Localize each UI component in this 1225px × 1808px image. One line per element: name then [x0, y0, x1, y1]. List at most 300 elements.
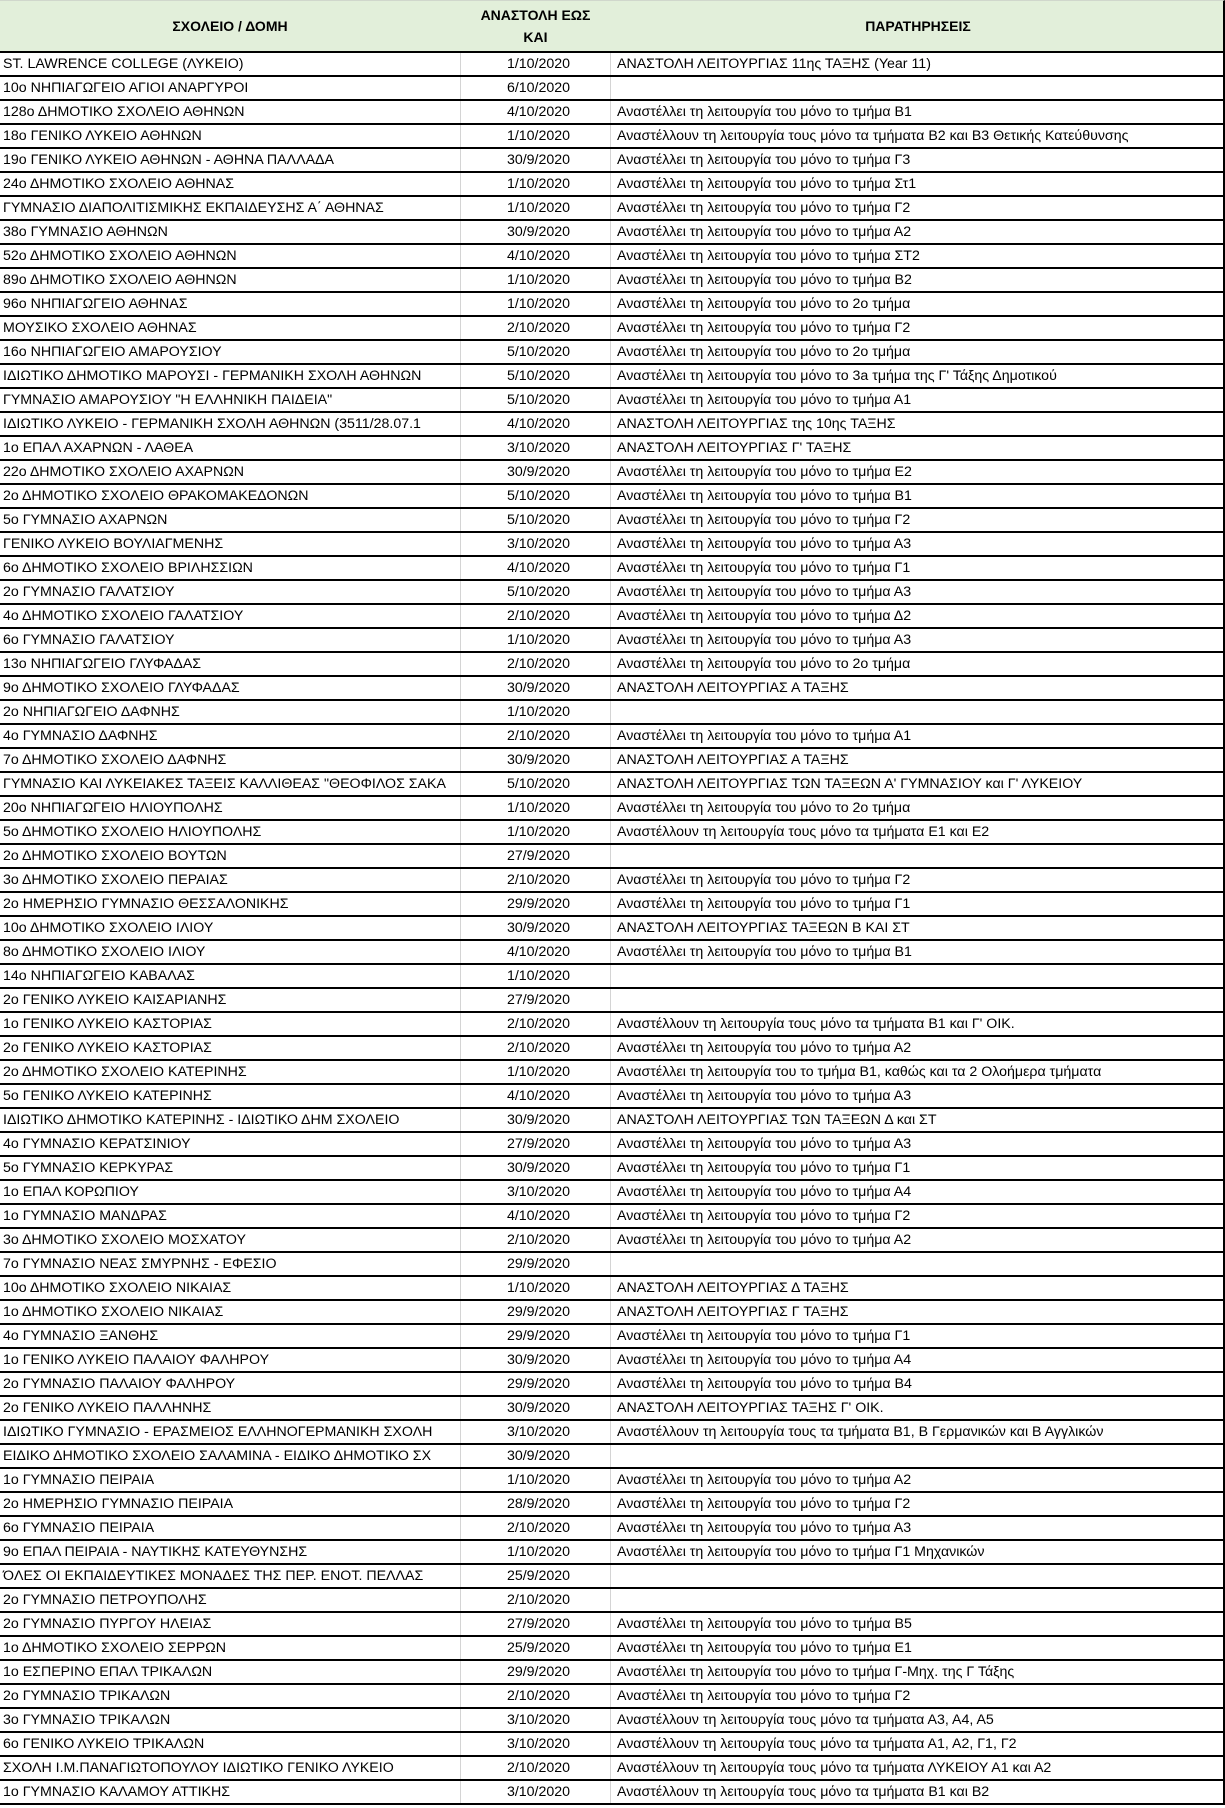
school-cell[interactable]: 16ο ΝΗΠΙΑΓΩΓΕΙΟ ΑΜΑΡΟΥΣΙΟΥ: [0, 341, 461, 363]
remarks-cell[interactable]: Αναστέλλουν τη λειτουργία τους μόνο τα τμήματα ΛΥΚΕΙΟΥ Α1 και Α2: [617, 1760, 1052, 1776]
school-cell[interactable]: 6ο ΔΗΜΟΤΙΚΟ ΣΧΟΛΕΙΟ ΒΡΙΛΗΣΣΙΩΝ: [0, 557, 461, 579]
remarks-cell[interactable]: Αναστέλλουν τη λειτουργία τους μόνο τα τμήματα Ε1 και Ε2: [617, 824, 990, 840]
school-cell[interactable]: 7ο ΓΥΜΝΑΣΙΟ ΝΕΑΣ ΣΜΥΡΝΗΣ - ΕΦΕΣΙΟ: [0, 1253, 461, 1275]
school-cell[interactable]: 1ο ΓΕΝΙΚΟ ΛΥΚΕΙΟ ΠΑΛΑΙΟΥ ΦΑΛΗΡΟΥ: [0, 1349, 461, 1371]
date-cell[interactable]: 2/10/2020: [461, 1037, 611, 1059]
date-cell[interactable]: 1/10/2020: [461, 821, 611, 843]
table-row: [0, 533, 1225, 557]
table-row: [0, 1541, 1225, 1565]
table-row: [0, 1445, 1225, 1469]
table-row: [0, 1421, 1225, 1445]
date-cell[interactable]: 28/9/2020: [461, 1493, 611, 1515]
table-row: [0, 749, 1225, 773]
date-cell[interactable]: 25/9/2020: [461, 1565, 611, 1587]
date-cell[interactable]: 1/10/2020: [461, 1277, 611, 1299]
table-row: [0, 197, 1225, 221]
date-cell[interactable]: 27/9/2020: [461, 989, 611, 1011]
table-row: [0, 1277, 1225, 1301]
school-cell[interactable]: 6ο ΓΥΜΝΑΣΙΟ ΓΑΛΑΤΣΙΟΥ: [0, 629, 461, 651]
school-cell[interactable]: 19ο ΓΕΝΙΚΟ ΛΥΚΕΙΟ ΑΘΗΝΩΝ - ΑΘΗΝΑ ΠΑΛΛΑΔΑ: [0, 149, 461, 171]
table-row: [0, 1589, 1225, 1613]
remarks-cell[interactable]: Αναστέλλει τη λειτουργία του μόνο το 2ο τμήμα: [617, 296, 911, 312]
date-cell[interactable]: 2/10/2020: [461, 317, 611, 339]
school-cell[interactable]: 2ο ΝΗΠΙΑΓΩΓΕΙΟ ΔΑΦΝΗΣ: [0, 701, 461, 723]
remarks-cell[interactable]: Αναστέλλει τη λειτουργία του μόνο το τμήμα Α3: [617, 536, 912, 552]
remarks-cell[interactable]: [611, 965, 1225, 987]
school-cell[interactable]: 3ο ΔΗΜΟΤΙΚΟ ΣΧΟΛΕΙΟ ΠΕΡΑΙΑΣ: [0, 869, 461, 891]
school-cell[interactable]: 2ο ΓΥΜΝΑΣΙΟ ΠΑΛΑΙΟΥ ΦΑΛΗΡΟΥ: [0, 1373, 461, 1395]
remarks-cell[interactable]: Αναστέλλει τη λειτουργία του μόνο το τμήμα Δ2: [617, 608, 912, 624]
school-cell[interactable]: 5ο ΓΥΜΝΑΣΙΟ ΚΕΡΚΥΡΑΣ: [0, 1157, 461, 1179]
school-cell[interactable]: 2ο ΓΥΜΝΑΣΙΟ ΠΥΡΓΟΥ ΗΛΕΙΑΣ: [0, 1613, 461, 1635]
date-cell[interactable]: 4/10/2020: [461, 413, 611, 435]
table-row: [0, 1037, 1225, 1061]
school-cell[interactable]: 24ο ΔΗΜΟΤΙΚΟ ΣΧΟΛΕΙΟ ΑΘΗΝΑΣ: [0, 173, 461, 195]
school-cell[interactable]: ΓΥΜΝΑΣΙΟ ΚΑΙ ΛΥΚΕΙΑΚΕΣ ΤΑΞΕΙΣ ΚΑΛΛΙΘΕΑΣ "ΘΕΟΦΙΛΟΣ ΣΑΚΑ: [0, 773, 461, 795]
date-cell[interactable]: 5/10/2020: [461, 485, 611, 507]
school-cell[interactable]: ΜΟΥΣΙΚΟ ΣΧΟΛΕΙΟ ΑΘΗΝΑΣ: [0, 317, 461, 339]
remarks-cell[interactable]: ΑΝΑΣΤΟΛΗ ΛΕΙΤΟΥΡΓΙΑΣ ΤΩΝ ΤΑΞΕΩΝ Α' ΓΥΜΝΑΣΙΟΥ και Γ' ΛΥΚΕΙΟΥ: [617, 776, 1083, 792]
table-row: [0, 221, 1225, 245]
date-cell[interactable]: 4/10/2020: [461, 1205, 611, 1227]
table-row: [0, 1565, 1225, 1589]
table-row: [0, 293, 1225, 317]
date-cell[interactable]: 2/10/2020: [461, 869, 611, 891]
date-cell[interactable]: 30/9/2020: [461, 1109, 611, 1131]
date-cell[interactable]: 30/9/2020: [461, 1445, 611, 1467]
table-row: [0, 989, 1225, 1013]
remarks-cell[interactable]: Αναστέλλει τη λειτουργία του μόνο το τμήμα Γ1: [617, 896, 911, 912]
school-cell[interactable]: 3ο ΔΗΜΟΤΙΚΟ ΣΧΟΛΕΙΟ ΜΟΣΧΑΤΟΥ: [0, 1229, 461, 1251]
date-cell[interactable]: 1/10/2020: [461, 1061, 611, 1083]
school-cell[interactable]: 10ο ΝΗΠΙΑΓΩΓΕΙΟ ΑΓΙΟΙ ΑΝΑΡΓΥΡΟΙ: [0, 77, 461, 99]
school-cell[interactable]: 1ο ΓΥΜΝΑΣΙΟ ΚΑΛΑΜΟΥ ΑΤΤΙΚΗΣ: [0, 1781, 461, 1803]
table-row: [0, 461, 1225, 485]
remarks-cell[interactable]: ΑΝΑΣΤΟΛΗ ΛΕΙΤΟΥΡΓΙΑΣ ΤΩΝ ΤΑΞΕΩΝ Δ και ΣΤ: [617, 1112, 937, 1128]
remarks-cell[interactable]: ΑΝΑΣΤΟΛΗ ΛΕΙΤΟΥΡΓΙΑΣ ΤΑΞΕΩΝ Β ΚΑΙ ΣΤ: [617, 920, 910, 936]
date-cell[interactable]: 29/9/2020: [461, 1661, 611, 1683]
remarks-cell[interactable]: [611, 1565, 1225, 1587]
school-cell[interactable]: 9ο ΔΗΜΟΤΙΚΟ ΣΧΟΛΕΙΟ ΓΛΥΦΑΔΑΣ: [0, 677, 461, 699]
school-cell[interactable]: 20ο ΝΗΠΙΑΓΩΓΕΙΟ ΗΛΙΟΥΠΟΛΗΣ: [0, 797, 461, 819]
school-cell[interactable]: 10ο ΔΗΜΟΤΙΚΟ ΣΧΟΛΕΙΟ ΙΛΙΟΥ: [0, 917, 461, 939]
remarks-cell[interactable]: Αναστέλλουν τη λειτουργία τους τα τμήματα Β1, Β Γερμανικών και Β Αγγλικών: [617, 1424, 1104, 1440]
table-row: [0, 1517, 1225, 1541]
school-cell[interactable]: 13ο ΝΗΠΙΑΓΩΓΕΙΟ ΓΛΥΦΑΔΑΣ: [0, 653, 461, 675]
date-cell[interactable]: 25/9/2020: [461, 1637, 611, 1659]
table-row: [0, 1061, 1225, 1085]
table-row: [0, 1157, 1225, 1181]
date-cell[interactable]: 27/9/2020: [461, 1613, 611, 1635]
table-row: [0, 701, 1225, 725]
date-cell[interactable]: 29/9/2020: [461, 1301, 611, 1323]
remarks-cell[interactable]: Αναστέλλει τη λειτουργία του μόνο το τμήμα Β4: [617, 1376, 912, 1392]
remarks-cell[interactable]: Αναστέλλει τη λειτουργία του μόνο το τμήμα Α2: [617, 1040, 912, 1056]
school-cell[interactable]: ΓΕΝΙΚΟ ΛΥΚΕΙΟ ΒΟΥΛΙΑΓΜΕΝΗΣ: [0, 533, 461, 555]
date-cell[interactable]: 5/10/2020: [461, 365, 611, 387]
school-cell[interactable]: 1ο ΓΥΜΝΑΣΙΟ ΜΑΝΔΡΑΣ: [0, 1205, 461, 1227]
table-row: [0, 893, 1225, 917]
remarks-cell[interactable]: ΑΝΑΣΤΟΛΗ ΛΕΙΤΟΥΡΓΙΑΣ Α ΤΑΞΗΣ: [617, 752, 849, 768]
school-cell[interactable]: ΙΔΙΩΤΙΚΟ ΔΗΜΟΤΙΚΟ ΚΑΤΕΡΙΝΗΣ - ΙΔΙΩΤΙΚΟ ΔΗΜ ΣΧΟΛΕΙΟ: [0, 1109, 461, 1131]
date-cell[interactable]: 1/10/2020: [461, 173, 611, 195]
remarks-cell[interactable]: Αναστέλλει τη λειτουργία του μόνο το τμήμα Γ2: [617, 872, 911, 888]
remarks-cell[interactable]: Αναστέλλει τη λειτουργία του μόνο το τμήμα Γ2: [617, 1208, 911, 1224]
table-row: [0, 869, 1225, 893]
remarks-cell[interactable]: Αναστέλλει τη λειτουργία του μόνο το τμήμα Γ2: [617, 320, 911, 336]
table-row: [0, 1685, 1225, 1709]
date-cell[interactable]: 3/10/2020: [461, 1781, 611, 1803]
school-cell[interactable]: 89ο ΔΗΜΟΤΙΚΟ ΣΧΟΛΕΙΟ ΑΘΗΝΩΝ: [0, 269, 461, 291]
school-cell[interactable]: 8ο ΔΗΜΟΤΙΚΟ ΣΧΟΛΕΙΟ ΙΛΙΟΥ: [0, 941, 461, 963]
date-cell[interactable]: 2/10/2020: [461, 605, 611, 627]
remarks-cell[interactable]: Αναστέλλει τη λειτουργία του μόνο το τμήμα Α2: [617, 224, 912, 240]
date-cell[interactable]: 1/10/2020: [461, 53, 611, 75]
table-row: [0, 1397, 1225, 1421]
date-cell[interactable]: 1/10/2020: [461, 269, 611, 291]
date-cell[interactable]: 5/10/2020: [461, 509, 611, 531]
remarks-cell[interactable]: Αναστέλλουν τη λειτουργία τους μόνο τα τμήματα Α3, Α4, Α5: [617, 1712, 994, 1728]
table-row: [0, 1349, 1225, 1373]
header-remarks[interactable]: [611, 1, 1225, 51]
date-cell[interactable]: 1/10/2020: [461, 965, 611, 987]
table-row: [0, 965, 1225, 989]
table-row: [0, 1613, 1225, 1637]
date-cell[interactable]: 2/10/2020: [461, 1685, 611, 1707]
table-row: [0, 53, 1225, 77]
header-suspension-until[interactable]: [461, 1, 611, 51]
remarks-cell[interactable]: Αναστέλλει τη λειτουργία του μόνο το τμήμα Α3: [617, 1520, 912, 1536]
table-row: [0, 485, 1225, 509]
table-row: [0, 1013, 1225, 1037]
date-cell[interactable]: 1/10/2020: [461, 797, 611, 819]
remarks-cell[interactable]: Αναστέλλει τη λειτουργία του μόνο το τμήμα Γ1: [617, 1160, 911, 1176]
school-cell[interactable]: 10ο ΔΗΜΟΤΙΚΟ ΣΧΟΛΕΙΟ ΝΙΚΑΙΑΣ: [0, 1277, 461, 1299]
table-row: [0, 653, 1225, 677]
date-cell[interactable]: 4/10/2020: [461, 245, 611, 267]
table-row: [0, 1133, 1225, 1157]
date-cell[interactable]: 1/10/2020: [461, 1469, 611, 1491]
school-cell[interactable]: 1ο ΓΕΝΙΚΟ ΛΥΚΕΙΟ ΚΑΣΤΟΡΙΑΣ: [0, 1013, 461, 1035]
header-suspension-line1: ΑΝΑΣΤΟΛΗ ΕΩΣ: [480, 7, 591, 23]
date-cell[interactable]: 1/10/2020: [461, 197, 611, 219]
table-row: [0, 245, 1225, 269]
remarks-cell[interactable]: Αναστέλλουν τη λειτουργία τους μόνο τα τμήματα Β1 και Γ' ΟΙΚ.: [617, 1016, 1015, 1032]
school-cell[interactable]: 4ο ΓΥΜΝΑΣΙΟ ΞΑΝΘΗΣ: [0, 1325, 461, 1347]
school-cell[interactable]: 14ο ΝΗΠΙΑΓΩΓΕΙΟ ΚΑΒΑΛΑΣ: [0, 965, 461, 987]
school-cell[interactable]: 128ο ΔΗΜΟΤΙΚΟ ΣΧΟΛΕΙΟ ΑΘΗΝΩΝ: [0, 101, 461, 123]
remarks-cell[interactable]: Αναστέλλει τη λειτουργία του μόνο το τμήμα Ε2: [617, 464, 912, 480]
header-remarks-label: ΠΑΡΑΤΗΡΗΣΕΙΣ: [865, 18, 971, 34]
school-cell[interactable]: 2ο ΔΗΜΟΤΙΚΟ ΣΧΟΛΕΙΟ ΚΑΤΕΡΙΝΗΣ: [0, 1061, 461, 1083]
school-cell[interactable]: 7ο ΔΗΜΟΤΙΚΟ ΣΧΟΛΕΙΟ ΔΑΦΝΗΣ: [0, 749, 461, 771]
date-cell[interactable]: 3/10/2020: [461, 437, 611, 459]
table-row: [0, 149, 1225, 173]
table-row: [0, 125, 1225, 149]
date-cell[interactable]: 2/10/2020: [461, 1013, 611, 1035]
table-row: [0, 1181, 1225, 1205]
remarks-cell[interactable]: Αναστέλλει τη λειτουργία του μόνο το τμήμα Α1: [617, 392, 912, 408]
header-suspension-line2: ΚΑΙ: [523, 29, 548, 45]
remarks-cell[interactable]: ΑΝΑΣΤΟΛΗ ΛΕΙΤΟΥΡΓΙΑΣ ΤΑΞΗΣ Γ' ΟΙΚ.: [617, 1400, 884, 1416]
date-cell[interactable]: 3/10/2020: [461, 1733, 611, 1755]
school-cell[interactable]: 1ο ΔΗΜΟΤΙΚΟ ΣΧΟΛΕΙΟ ΝΙΚΑΙΑΣ: [0, 1301, 461, 1323]
remarks-cell[interactable]: Αναστέλλει τη λειτουργία του μόνο το τμήμα Β5: [617, 1616, 912, 1632]
table-row: [0, 437, 1225, 461]
table-row: [0, 1205, 1225, 1229]
remarks-cell[interactable]: [611, 845, 1225, 867]
school-cell[interactable]: 9ο ΕΠΑΛ ΠΕΙΡΑΙΑ - ΝΑΥΤΙΚΗΣ ΚΑΤΕΥΘΥΝΣΗΣ: [0, 1541, 461, 1563]
date-cell[interactable]: 2/10/2020: [461, 1517, 611, 1539]
school-cell[interactable]: 5ο ΓΥΜΝΑΣΙΟ ΑΧΑΡΝΩΝ: [0, 509, 461, 531]
date-cell[interactable]: 5/10/2020: [461, 341, 611, 363]
remarks-cell[interactable]: Αναστέλλει τη λειτουργία του μόνο το τμήμα Α4: [617, 1352, 912, 1368]
table-body: [0, 53, 1225, 1805]
date-cell[interactable]: 30/9/2020: [461, 749, 611, 771]
school-cell[interactable]: 4ο ΔΗΜΟΤΙΚΟ ΣΧΟΛΕΙΟ ΓΑΛΑΤΣΙΟΥ: [0, 605, 461, 627]
remarks-cell[interactable]: Αναστέλλει τη λειτουργία του μόνο το τμήμα Γ1: [617, 1328, 911, 1344]
remarks-cell[interactable]: Αναστέλλει τη λειτουργία του μόνο το τμήμα ΣΤ2: [617, 248, 920, 264]
school-cell[interactable]: ΓΥΜΝΑΣΙΟ ΑΜΑΡΟΥΣΙΟΥ "Η ΕΛΛΗΝΙΚΗ ΠΑΙΔΕΙΑ": [0, 389, 461, 411]
table-row: [0, 845, 1225, 869]
remarks-cell[interactable]: Αναστέλλουν τη λειτουργία τους μόνο τα τμήματα Α1, Α2, Γ1, Γ2: [617, 1736, 1017, 1752]
remarks-cell[interactable]: Αναστέλλει τη λειτουργία του μόνο το τμήμα Α4: [617, 1184, 912, 1200]
table-row: [0, 629, 1225, 653]
school-cell[interactable]: 3ο ΓΥΜΝΑΣΙΟ ΤΡΙΚΑΛΩΝ: [0, 1709, 461, 1731]
date-cell[interactable]: 1/10/2020: [461, 293, 611, 315]
remarks-cell[interactable]: Αναστέλλουν τη λειτουργία τους μόνο τα τμήματα Β1 και Β2: [617, 1784, 990, 1800]
remarks-cell[interactable]: Αναστέλλει τη λειτουργία του μόνο το τμήμα Γ2: [617, 1496, 911, 1512]
school-cell[interactable]: 2ο ΗΜΕΡΗΣΙΟ ΓΥΜΝΑΣΙΟ ΘΕΣΣΑΛΟΝΙΚΗΣ: [0, 893, 461, 915]
date-cell[interactable]: 1/10/2020: [461, 701, 611, 723]
table-row: [0, 1109, 1225, 1133]
table-row: [0, 725, 1225, 749]
date-cell[interactable]: 5/10/2020: [461, 773, 611, 795]
date-cell[interactable]: 4/10/2020: [461, 101, 611, 123]
remarks-cell[interactable]: Αναστέλλει τη λειτουργία του μόνο το τμήμα Α1: [617, 728, 912, 744]
remarks-cell[interactable]: Αναστέλλει τη λειτουργία του μόνο το τμήμα Β1: [617, 104, 912, 120]
date-cell[interactable]: 5/10/2020: [461, 581, 611, 603]
school-cell[interactable]: 6ο ΓΥΜΝΑΣΙΟ ΠΕΙΡΑΙΑ: [0, 1517, 461, 1539]
header-school[interactable]: [0, 1, 461, 51]
date-cell[interactable]: 29/9/2020: [461, 1253, 611, 1275]
remarks-cell[interactable]: Αναστέλλει τη λειτουργία του μόνο το τμήμα Α3: [617, 584, 912, 600]
table-row: [0, 677, 1225, 701]
table-row: [0, 1325, 1225, 1349]
table-row: [0, 1085, 1225, 1109]
table-row: [0, 173, 1225, 197]
date-cell[interactable]: 30/9/2020: [461, 461, 611, 483]
table-row: [0, 917, 1225, 941]
table-row: [0, 773, 1225, 797]
date-cell[interactable]: 30/9/2020: [461, 149, 611, 171]
school-cell[interactable]: 2ο ΓΥΜΝΑΣΙΟ ΓΑΛΑΤΣΙΟΥ: [0, 581, 461, 603]
remarks-cell[interactable]: [611, 1445, 1225, 1467]
remarks-cell[interactable]: Αναστέλλει τη λειτουργία του μόνο το 2ο τμήμα: [617, 344, 911, 360]
date-cell[interactable]: 30/9/2020: [461, 1397, 611, 1419]
school-cell[interactable]: 18ο ΓΕΝΙΚΟ ΛΥΚΕΙΟ ΑΘΗΝΩΝ: [0, 125, 461, 147]
table-row: [0, 1469, 1225, 1493]
remarks-cell[interactable]: Αναστέλλει τη λειτουργία του μόνο το τμήμα Β1: [617, 944, 912, 960]
table-row: [0, 269, 1225, 293]
table-row: [0, 1781, 1225, 1805]
table-row: [0, 581, 1225, 605]
date-cell[interactable]: 30/9/2020: [461, 917, 611, 939]
date-cell[interactable]: 1/10/2020: [461, 629, 611, 651]
school-cell[interactable]: 2ο ΔΗΜΟΤΙΚΟ ΣΧΟΛΕΙΟ ΘΡΑΚΟΜΑΚΕΔΟΝΩΝ: [0, 485, 461, 507]
school-cell[interactable]: 1ο ΕΣΠΕΡΙΝΟ ΕΠΑΛ ΤΡΙΚΑΛΩΝ: [0, 1661, 461, 1683]
date-cell[interactable]: 2/10/2020: [461, 1757, 611, 1779]
school-cell[interactable]: 2ο ΓΥΜΝΑΣΙΟ ΠΕΤΡΟΥΠΟΛΗΣ: [0, 1589, 461, 1611]
school-cell[interactable]: 1ο ΔΗΜΟΤΙΚΟ ΣΧΟΛΕΙΟ ΣΕΡΡΩΝ: [0, 1637, 461, 1659]
date-cell[interactable]: 1/10/2020: [461, 125, 611, 147]
remarks-cell[interactable]: Αναστέλλουν τη λειτουργία τους μόνο τα τμήματα Β2 και Β3 Θετικής Κατεύθυνσης: [617, 128, 1129, 144]
remarks-cell[interactable]: ΑΝΑΣΤΟΛΗ ΛΕΙΤΟΥΡΓΙΑΣ 11ης ΤΑΞΗΣ (Year 11): [617, 56, 931, 72]
school-cell[interactable]: 38ο ΓΥΜΝΑΣΙΟ ΑΘΗΝΩΝ: [0, 221, 461, 243]
remarks-cell[interactable]: ΑΝΑΣΤΟΛΗ ΛΕΙΤΟΥΡΓΙΑΣ Γ ΤΑΞΗΣ: [617, 1304, 849, 1320]
date-cell[interactable]: 5/10/2020: [461, 389, 611, 411]
table-row: [0, 1733, 1225, 1757]
remarks-cell[interactable]: Αναστέλλει τη λειτουργία του μόνο το τμήμα Β2: [617, 272, 912, 288]
table-row: [0, 389, 1225, 413]
date-cell[interactable]: 30/9/2020: [461, 1349, 611, 1371]
school-cell[interactable]: 2ο ΓΕΝΙΚΟ ΛΥΚΕΙΟ ΚΑΙΣΑΡΙΑΝΗΣ: [0, 989, 461, 1011]
table-row: [0, 1709, 1225, 1733]
table-row: [0, 317, 1225, 341]
remarks-cell[interactable]: Αναστέλλει τη λειτουργία του μόνο το τμήμα Γ2: [617, 1688, 911, 1704]
table-row: [0, 1493, 1225, 1517]
date-cell[interactable]: 3/10/2020: [461, 1181, 611, 1203]
remarks-cell[interactable]: [611, 77, 1225, 99]
remarks-cell[interactable]: Αναστέλλει τη λειτουργία του μόνο το τμήμα Α3: [617, 1088, 912, 1104]
table-row: [0, 797, 1225, 821]
school-cell[interactable]: ΙΔΙΩΤΙΚΟ ΓΥΜΝΑΣΙΟ - ΕΡΑΣΜΕΙΟΣ ΕΛΛΗΝΟΓΕΡΜΑΝΙΚΗ ΣΧΟΛΗ: [0, 1421, 461, 1443]
remarks-cell[interactable]: Αναστέλλει τη λειτουργία του μόνο το τμήμα Α3: [617, 632, 912, 648]
date-cell[interactable]: 3/10/2020: [461, 1421, 611, 1443]
remarks-cell[interactable]: Αναστέλλει τη λειτουργία του μόνο το τμήμα Στ1: [617, 176, 917, 192]
school-cell[interactable]: 4ο ΓΥΜΝΑΣΙΟ ΚΕΡΑΤΣΙΝΙΟΥ: [0, 1133, 461, 1155]
school-cell[interactable]: 2ο ΓΥΜΝΑΣΙΟ ΤΡΙΚΑΛΩΝ: [0, 1685, 461, 1707]
table-row: [0, 77, 1225, 101]
remarks-cell[interactable]: [611, 701, 1225, 723]
school-cell[interactable]: ST. LAWRENCE COLLEGE (ΛΥΚΕΙΟ): [0, 53, 461, 75]
remarks-cell[interactable]: Αναστέλλει τη λειτουργία του μόνο το τμήμα Γ1: [617, 560, 911, 576]
school-cell[interactable]: 6ο ΓΕΝΙΚΟ ΛΥΚΕΙΟ ΤΡΙΚΑΛΩΝ: [0, 1733, 461, 1755]
remarks-cell[interactable]: ΑΝΑΣΤΟΛΗ ΛΕΙΤΟΥΡΓΙΑΣ Γ' ΤΑΞΗΣ: [617, 440, 852, 456]
school-cell[interactable]: 5ο ΔΗΜΟΤΙΚΟ ΣΧΟΛΕΙΟ ΗΛΙΟΥΠΟΛΗΣ: [0, 821, 461, 843]
remarks-cell[interactable]: Αναστέλλει τη λειτουργία του μόνο το τμήμα Β1: [617, 488, 912, 504]
date-cell[interactable]: 29/9/2020: [461, 1325, 611, 1347]
remarks-cell[interactable]: ΑΝΑΣΤΟΛΗ ΛΕΙΤΟΥΡΓΙΑΣ Δ ΤΑΞΗΣ: [617, 1280, 849, 1296]
table-row: [0, 413, 1225, 437]
school-cell[interactable]: ΓΥΜΝΑΣΙΟ ΔΙΑΠΟΛΙΤΙΣΜΙΚΗΣ ΕΚΠΑΙΔΕΥΣΗΣ Α΄ ΑΘΗΝΑΣ: [0, 197, 461, 219]
date-cell[interactable]: 27/9/2020: [461, 845, 611, 867]
remarks-cell[interactable]: Αναστέλλει τη λειτουργία του μόνο το τμήμα Γ2: [617, 512, 911, 528]
school-cell[interactable]: 22ο ΔΗΜΟΤΙΚΟ ΣΧΟΛΕΙΟ ΑΧΑΡΝΩΝ: [0, 461, 461, 483]
date-cell[interactable]: 30/9/2020: [461, 221, 611, 243]
table-row: [0, 1757, 1225, 1781]
school-cell[interactable]: 2ο ΓΕΝΙΚΟ ΛΥΚΕΙΟ ΚΑΣΤΟΡΙΑΣ: [0, 1037, 461, 1059]
school-cell[interactable]: ΌΛΕΣ ΟΙ ΕΚΠΑΙΔΕΥΤΙΚΕΣ ΜΟΝΑΔΕΣ ΤΗΣ ΠΕΡ. ΕΝΟΤ. ΠΕΛΛΑΣ: [0, 1565, 461, 1587]
school-cell[interactable]: 4ο ΓΥΜΝΑΣΙΟ ΔΑΦΝΗΣ: [0, 725, 461, 747]
remarks-cell[interactable]: Αναστέλλει τη λειτουργία του μόνο το τμήμα Γ2: [617, 200, 911, 216]
school-cell[interactable]: 96ο ΝΗΠΙΑΓΩΓΕΙΟ ΑΘΗΝΑΣ: [0, 293, 461, 315]
school-cell[interactable]: 2ο ΗΜΕΡΗΣΙΟ ΓΥΜΝΑΣΙΟ ΠΕΙΡΑΙΑ: [0, 1493, 461, 1515]
school-cell[interactable]: 52ο ΔΗΜΟΤΙΚΟ ΣΧΟΛΕΙΟ ΑΘΗΝΩΝ: [0, 245, 461, 267]
table-row: [0, 509, 1225, 533]
remarks-cell[interactable]: Αναστέλλει τη λειτουργία του μόνο το τμήμα Ε1: [617, 1640, 912, 1656]
date-cell[interactable]: 4/10/2020: [461, 941, 611, 963]
table-row: [0, 605, 1225, 629]
table-row: [0, 941, 1225, 965]
date-cell[interactable]: 30/9/2020: [461, 1157, 611, 1179]
date-cell[interactable]: 4/10/2020: [461, 1085, 611, 1107]
date-cell[interactable]: 4/10/2020: [461, 557, 611, 579]
school-cell[interactable]: 2ο ΔΗΜΟΤΙΚΟ ΣΧΟΛΕΙΟ ΒΟΥΤΩΝ: [0, 845, 461, 867]
remarks-cell[interactable]: [611, 989, 1225, 1011]
school-cell[interactable]: 5ο ΓΕΝΙΚΟ ΛΥΚΕΙΟ ΚΑΤΕΡΙΝΗΣ: [0, 1085, 461, 1107]
remarks-cell[interactable]: Αναστέλλει τη λειτουργία του μόνο το 2ο τμήμα: [617, 800, 911, 816]
date-cell[interactable]: 2/10/2020: [461, 725, 611, 747]
school-cell[interactable]: ΙΔΙΩΤΙΚΟ ΛΥΚΕΙΟ - ΓΕΡΜΑΝΙΚΗ ΣΧΟΛΗ ΑΘΗΝΩΝ (3511/28.07.1: [0, 413, 461, 435]
date-cell[interactable]: 2/10/2020: [461, 653, 611, 675]
table-header: [0, 0, 1225, 53]
table-row: [0, 1253, 1225, 1277]
remarks-cell[interactable]: Αναστέλλει τη λειτουργία του μόνο το τμήμα Α2: [617, 1232, 912, 1248]
date-cell[interactable]: 29/9/2020: [461, 1373, 611, 1395]
remarks-cell[interactable]: Αναστέλλει τη λειτουργία του μόνο το τμήμα Γ1 Μηχανικών: [617, 1544, 985, 1560]
school-cell[interactable]: 1ο ΓΥΜΝΑΣΙΟ ΠΕΙΡΑΙΑ: [0, 1469, 461, 1491]
remarks-cell[interactable]: Αναστέλλει τη λειτουργία του μόνο το τμήμα Γ3: [617, 152, 911, 168]
school-cell[interactable]: 1ο ΕΠΑΛ ΑΧΑΡΝΩΝ - ΛΑΘΕΑ: [0, 437, 461, 459]
date-cell[interactable]: 2/10/2020: [461, 1229, 611, 1251]
remarks-cell[interactable]: ΑΝΑΣΤΟΛΗ ΛΕΙΤΟΥΡΓΙΑΣ Α ΤΑΞΗΣ: [617, 680, 849, 696]
remarks-cell[interactable]: [611, 1589, 1225, 1611]
date-cell[interactable]: 3/10/2020: [461, 1709, 611, 1731]
date-cell[interactable]: 29/9/2020: [461, 893, 611, 915]
date-cell[interactable]: 3/10/2020: [461, 533, 611, 555]
table-row: [0, 1637, 1225, 1661]
remarks-cell[interactable]: Αναστέλλει τη λειτουργία του μόνο το τμήμα Α2: [617, 1472, 912, 1488]
remarks-cell[interactable]: ΑΝΑΣΤΟΛΗ ΛΕΙΤΟΥΡΓΙΑΣ της 10ης ΤΑΞΗΣ: [617, 416, 896, 432]
school-cell[interactable]: 2ο ΓΕΝΙΚΟ ΛΥΚΕΙΟ ΠΑΛΛΗΝΗΣ: [0, 1397, 461, 1419]
table-row: [0, 101, 1225, 125]
table-row: [0, 365, 1225, 389]
header-school-label: ΣΧΟΛΕΙΟ / ΔΟΜΗ: [172, 18, 288, 34]
table-row: [0, 1661, 1225, 1685]
table-row: [0, 821, 1225, 845]
school-cell[interactable]: ΕΙΔΙΚΟ ΔΗΜΟΤΙΚΟ ΣΧΟΛΕΙΟ ΣΑΛΑΜΙΝΑ - ΕΙΔΙΚΟ ΔΗΜΟΤΙΚΟ ΣΧ: [0, 1445, 461, 1467]
table-row: [0, 1301, 1225, 1325]
date-cell[interactable]: 1/10/2020: [461, 1541, 611, 1563]
date-cell[interactable]: 30/9/2020: [461, 677, 611, 699]
table-row: [0, 1229, 1225, 1253]
date-cell[interactable]: 6/10/2020: [461, 77, 611, 99]
school-cell[interactable]: ΙΔΙΩΤΙΚΟ ΔΗΜΟΤΙΚΟ ΜΑΡΟΥΣΙ - ΓΕΡΜΑΝΙΚΗ ΣΧΟΛΗ ΑΘΗΝΩΝ: [0, 365, 461, 387]
remarks-cell[interactable]: Αναστέλλει τη λειτουργία του μόνο το 3a τμήμα της Γ' Τάξης Δημοτικού: [617, 368, 1057, 384]
table-row: [0, 341, 1225, 365]
school-cell[interactable]: ΣΧΟΛΗ Ι.Μ.ΠΑΝΑΓΙΩΤΟΠΟΥΛΟΥ ΙΔΙΩΤΙΚΟ ΓΕΝΙΚΟ ΛΥΚΕΙΟ: [0, 1757, 461, 1779]
remarks-cell[interactable]: [611, 1253, 1225, 1275]
remarks-cell[interactable]: Αναστέλλει τη λειτουργία του το τμήμα Β1, καθώς και τα 2 Ολοήμερα τμήματα: [617, 1064, 1102, 1080]
remarks-cell[interactable]: Αναστέλλει τη λειτουργία του μόνο το τμήμα Α3: [617, 1136, 912, 1152]
date-cell[interactable]: 27/9/2020: [461, 1133, 611, 1155]
date-cell[interactable]: 2/10/2020: [461, 1589, 611, 1611]
school-cell[interactable]: 1ο ΕΠΑΛ ΚΟΡΩΠΙΟΥ: [0, 1181, 461, 1203]
remarks-cell[interactable]: Αναστέλλει τη λειτουργία του μόνο το τμήμα Γ-Μηχ. της Γ Τάξης: [617, 1664, 1015, 1680]
table-row: [0, 557, 1225, 581]
remarks-cell[interactable]: Αναστέλλει τη λειτουργία του μόνο το 2ο τμήμα: [617, 656, 911, 672]
